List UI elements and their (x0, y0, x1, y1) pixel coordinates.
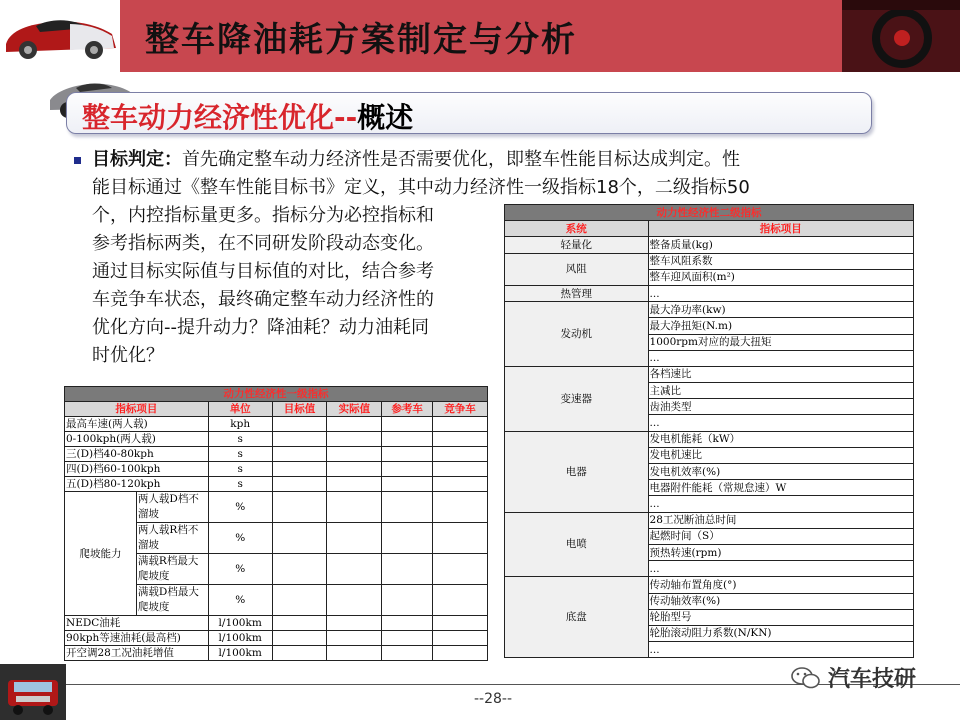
table-row: 满载D档最大爬坡度 % (65, 585, 488, 616)
indicator-cell: ... (648, 642, 913, 658)
table-row: 爬坡能力 两人载D档不溜坡 % (65, 492, 488, 523)
indicator-cell: 各档速比 (648, 366, 913, 382)
system-cell: 发动机 (505, 302, 649, 367)
table-row: 90kph等速油耗(最高档) l/100km (65, 631, 488, 646)
section-heading (82, 96, 413, 136)
table-row (505, 285, 914, 301)
table-row (505, 431, 914, 447)
intro-line-5: 通过目标实际值与目标值的对比，结合参考 (92, 261, 434, 282)
intro-label: 目标判定： (92, 149, 182, 170)
indicator-cell: 发电机速比 (648, 447, 913, 463)
table-row (505, 253, 914, 269)
indicator-cell: 发电机效率(%) (648, 464, 913, 480)
indicator-cell: 整车风阻系数 (648, 253, 913, 269)
bullet-icon (74, 157, 81, 164)
table-row (505, 577, 914, 593)
indicator-cell: ... (648, 496, 913, 512)
intro-line-2: 能目标通过《整车性能目标书》定义，其中动力经济性一级指标18个，二级指标50 (92, 177, 750, 198)
table1-header: 参考车 (382, 402, 433, 417)
table1-header: 目标值 (272, 402, 327, 417)
indicator-cell: 传动轴效率(%) (648, 593, 913, 609)
indicator-cell: 最大净扭矩(N.m) (648, 318, 913, 334)
table-row (505, 512, 914, 528)
table-row: NEDC油耗 l/100km (65, 616, 488, 631)
indicator-cell: 整车迎风面积(m²) (648, 269, 913, 285)
indicator-cell: 电器附件能耗（常规怠速）W (648, 480, 913, 496)
table2-header: 指标项目 (648, 221, 913, 237)
indicator-cell: 整备质量(kg) (648, 237, 913, 253)
system-cell: 电喷 (505, 512, 649, 577)
table1-caption: 动力性经济性一级指标 (65, 387, 488, 402)
indicator-cell: ... (648, 285, 913, 301)
table-row (505, 366, 914, 382)
table2-header: 系统 (505, 221, 649, 237)
indicator-cell: 轮胎滚动阻力系数(N/KN) (648, 625, 913, 641)
indicator-cell: 28工况断油总时间 (648, 512, 913, 528)
indicator-cell: 预热转速(rpm) (648, 544, 913, 560)
indicator-cell: 发电机能耗（kW） (648, 431, 913, 447)
table2-caption: 动力性经济性二级指标 (505, 205, 914, 221)
table-row: 满载R档最大爬坡度 % (65, 554, 488, 585)
intro-line-3: 个，内控指标量更多。指标分为必控指标和 (92, 205, 434, 226)
system-cell: 热管理 (505, 285, 649, 301)
table-row: 三(D)档40-80kph s (65, 447, 488, 462)
table-row: 两人载R档不溜坡 % (65, 523, 488, 554)
table-row: 最高车速(两人载) kph (65, 417, 488, 432)
indicator-cell: ... (648, 415, 913, 431)
indicator-cell: 起燃时间（S） (648, 528, 913, 544)
page-number: --28-- (474, 691, 513, 707)
table-row: 四(D)档60-100kph s (65, 462, 488, 477)
intro-line-6: 车竞争车状态，最终确定整车动力经济性的 (92, 289, 434, 310)
secondary-indicators-table (504, 204, 914, 658)
indicator-cell: 最大净功率(kw) (648, 302, 913, 318)
system-cell: 变速器 (505, 366, 649, 431)
intro-line-4: 参考指标两类，在不同研发阶段动态变化。 (92, 233, 434, 254)
table-row (505, 237, 914, 253)
indicator-cell: 传动轴布置角度(°) (648, 577, 913, 593)
system-cell: 底盘 (505, 577, 649, 658)
primary-indicators-table (64, 386, 488, 661)
table1-header: 单位 (208, 402, 272, 417)
slide-title: 整车降油耗方案制定与分析 (145, 20, 577, 60)
table-row: 开空调28工况油耗增值 l/100km (65, 646, 488, 661)
intro-line-7: 优化方向--提升动力？降油耗？动力油耗同 (92, 317, 429, 338)
red-truck-image (0, 664, 66, 720)
section-heading-black: 概述 (357, 101, 414, 134)
indicator-cell: ... (648, 561, 913, 577)
indicator-cell: 轮胎型号 (648, 609, 913, 625)
intro-line-1: 目标判定：首先确定整车动力经济性是否需要优化，即整车性能目标达成判定。性 (92, 149, 740, 170)
climb-group-label: 爬坡能力 (65, 492, 137, 616)
system-cell: 风阻 (505, 253, 649, 285)
red-sports-car-image (0, 0, 120, 72)
table-row: 五(D)档80-120kph s (65, 477, 488, 492)
system-cell: 电器 (505, 431, 649, 512)
table-row (505, 302, 914, 318)
indicator-cell: 1000rpm对应的最大扭矩 (648, 334, 913, 350)
intro-line-8: 时优化？ (92, 345, 164, 366)
section-heading-red: 整车动力经济性优化-- (82, 101, 358, 134)
indicator-cell: 齿油类型 (648, 399, 913, 415)
table-row: 0-100kph(两人载) s (65, 432, 488, 447)
system-cell: 轻量化 (505, 237, 649, 253)
wechat-icon (790, 666, 822, 690)
footer-divider (66, 684, 960, 685)
table1-header: 实际值 (327, 402, 382, 417)
car-interior-image (842, 0, 960, 72)
indicator-cell: 主减比 (648, 383, 913, 399)
watermark-text: 汽车技研 (828, 667, 917, 692)
table1-header: 竞争车 (433, 402, 488, 417)
indicator-cell: ... (648, 350, 913, 366)
table1-header: 指标项目 (65, 402, 209, 417)
